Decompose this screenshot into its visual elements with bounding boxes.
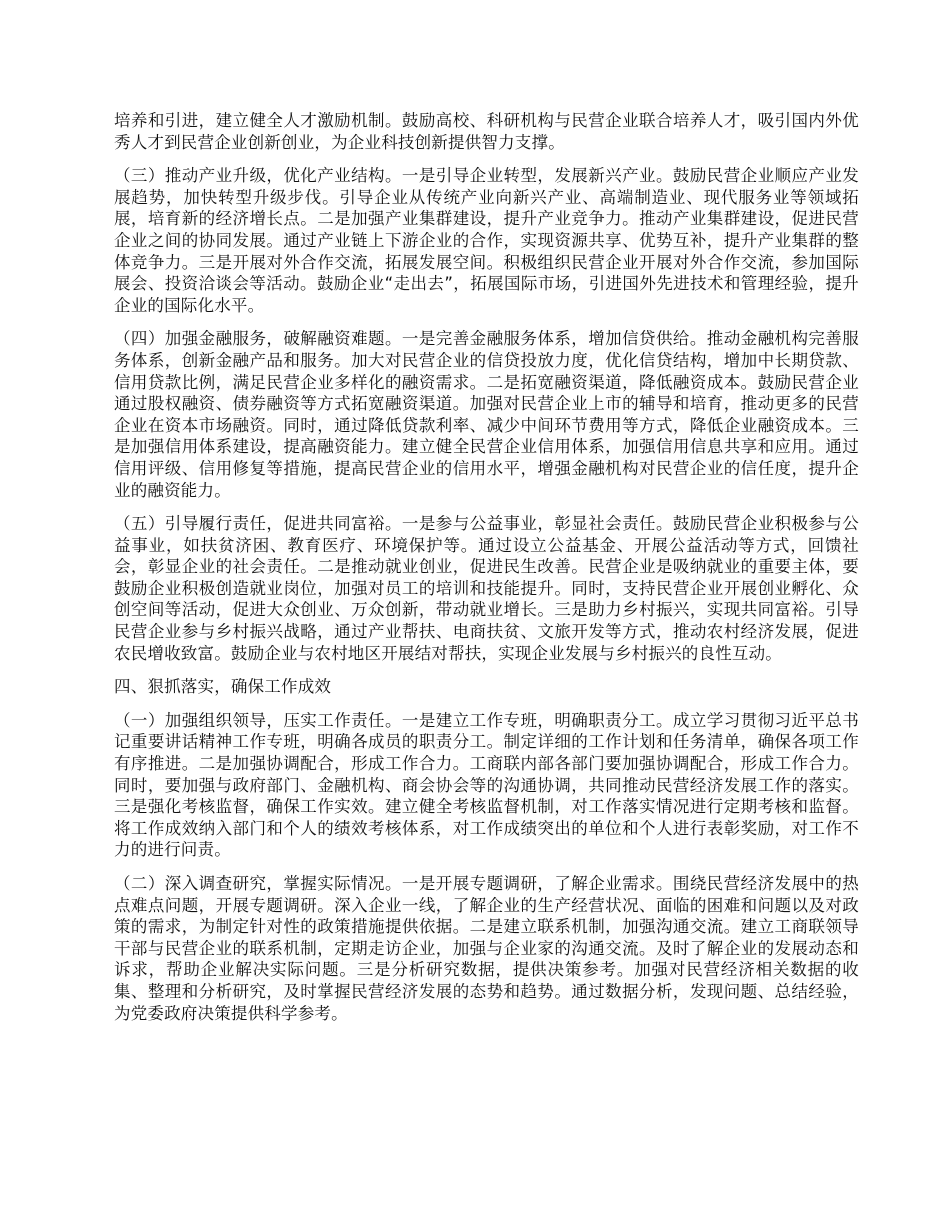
paragraph-organization-leadership: （一）加强组织领导，压实工作责任。一是建立工作专班，明确职责分工。成立学习贯彻习近平总书记重要讲话精神工作专班，明确各成员的职责分工。制定详细的工作计划和任务清单，确保各项工作有序推进。二是加强协调配合，形成工作合力。工商联内部各部门要加强协调配合，形成工作合力。同时，要加强与政府部门、金融机构、商会协会等的沟通协调，共同推动民营经济发展工作的落实。三是强化考核监督，确保工作实效。建立健全考核监督机制，对工作落实情况进行定期考核和监督。将工作成效纳入部门和个人的绩效考核体系，对工作成绩突出的单位和个人进行表彰奖励，对工作不力的进行问责。 xyxy=(114,710,859,860)
paragraph-industry-upgrade: （三）推动产业升级，优化产业结构。一是引导企业转型，发展新兴产业。鼓励民营企业顺应产业发展趋势，加快转型升级步伐。引导企业从传统产业向新兴产业、高端制造业、现代服务业等领域拓展，培育新的经济增长点。二是加强产业集群建设，提升产业竞争力。推动产业集群建设，促进民营企业之间的协同发展。通过产业链上下游企业的合作，实现资源共享、优势互补，提升产业集群的整体竞争力。三是开展对外合作交流，拓展发展空间。积极组织民营企业开展对外合作交流，参加国际展会、投资洽谈会等活动。鼓励企业“走出去”，拓展国际市场，引进国外先进技术和管理经验，提升企业的国际化水平。 xyxy=(114,166,859,315)
paragraph-financial-services: （四）加强金融服务，破解融资难题。一是完善金融服务体系，增加信贷供给。推动金融机构完善服务体系，创新金融产品和服务。加大对民营企业的信贷投放力度，优化信贷结构，增加中长期贷款、信用贷款比例，满足民营企业多样化的融资需求。二是拓宽融资渠道，降低融资成本。鼓励民营企业通过股权融资、债券融资等方式拓宽融资渠道。加强对民营企业上市的辅导和培育，推动更多的民营企业在资本市场融资。同时，通过降低贷款利率、减少中间环节费用等方式，降低企业融资成本。三是加强信用体系建设，提高融资能力。建立健全民营企业信用体系，加强信用信息共享和应用。通过信用评级、信用修复等措施，提高民营企业的信用水平，增强金融机构对民营企业的信任度，提升企业的融资能力。 xyxy=(114,329,859,500)
document-page xyxy=(114,110,859,1036)
paragraph-social-responsibility: （五）引导履行责任，促进共同富裕。一是参与公益事业，彰显社会责任。鼓励民营企业积极参与公益事业，如扶贫济困、教育医疗、环境保护等。通过设立公益基金、开展公益活动等方式，回馈社会，彰显企业的社会责任。二是推动就业创业，促进民生改善。民营企业是吸纳就业的重要主体，要鼓励企业积极创造就业岗位，加强对员工的培训和技能提升。同时，支持民营企业开展创业孵化、众创空间等活动，促进大众创业、万众创新，带动就业增长。三是助力乡村振兴，实现共同富裕。引导民营企业参与乡村振兴战略，通过产业帮扶、电商扶贫、文旅开发等方式，推动农村经济发展，促进农民增收致富。鼓励企业与农村地区开展结对帮扶，实现企业发展与乡村振兴的良性互动。 xyxy=(114,514,859,663)
section-heading: 四、狠抓落实，确保工作成效 xyxy=(114,677,332,697)
paragraph-talent: 培养和引进，建立健全人才激励机制。鼓励高校、科研机构与民营企业联合培养人才，吸引国内外优秀人才到民营企业创新创业，为企业科技创新提供智力支撑。 xyxy=(114,111,859,152)
paragraph-investigation-research: （二）深入调查研究，掌握实际情况。一是开展专题调研，了解企业需求。围绕民营经济发展中的热点难点问题，开展专题调研。深入企业一线，了解企业的生产经营状况、面临的困难和问题以及对政策的需求，为制定针对性的政策措施提供依据。二是建立联系机制，加强沟通交流。建立工商联领导干部与民营企业的联系机制，定期走访企业，加强与企业家的沟通交流。及时了解企业的发展动态和诉求，帮助企业解决实际问题。三是分析研究数据，提供决策参考。加强对民营经济相关数据的收集、整理和分析研究，及时掌握民营经济发展的态势和趋势。通过数据分析，发现问题、总结经验，为党委政府决策提供科学参考。 xyxy=(114,874,859,1023)
